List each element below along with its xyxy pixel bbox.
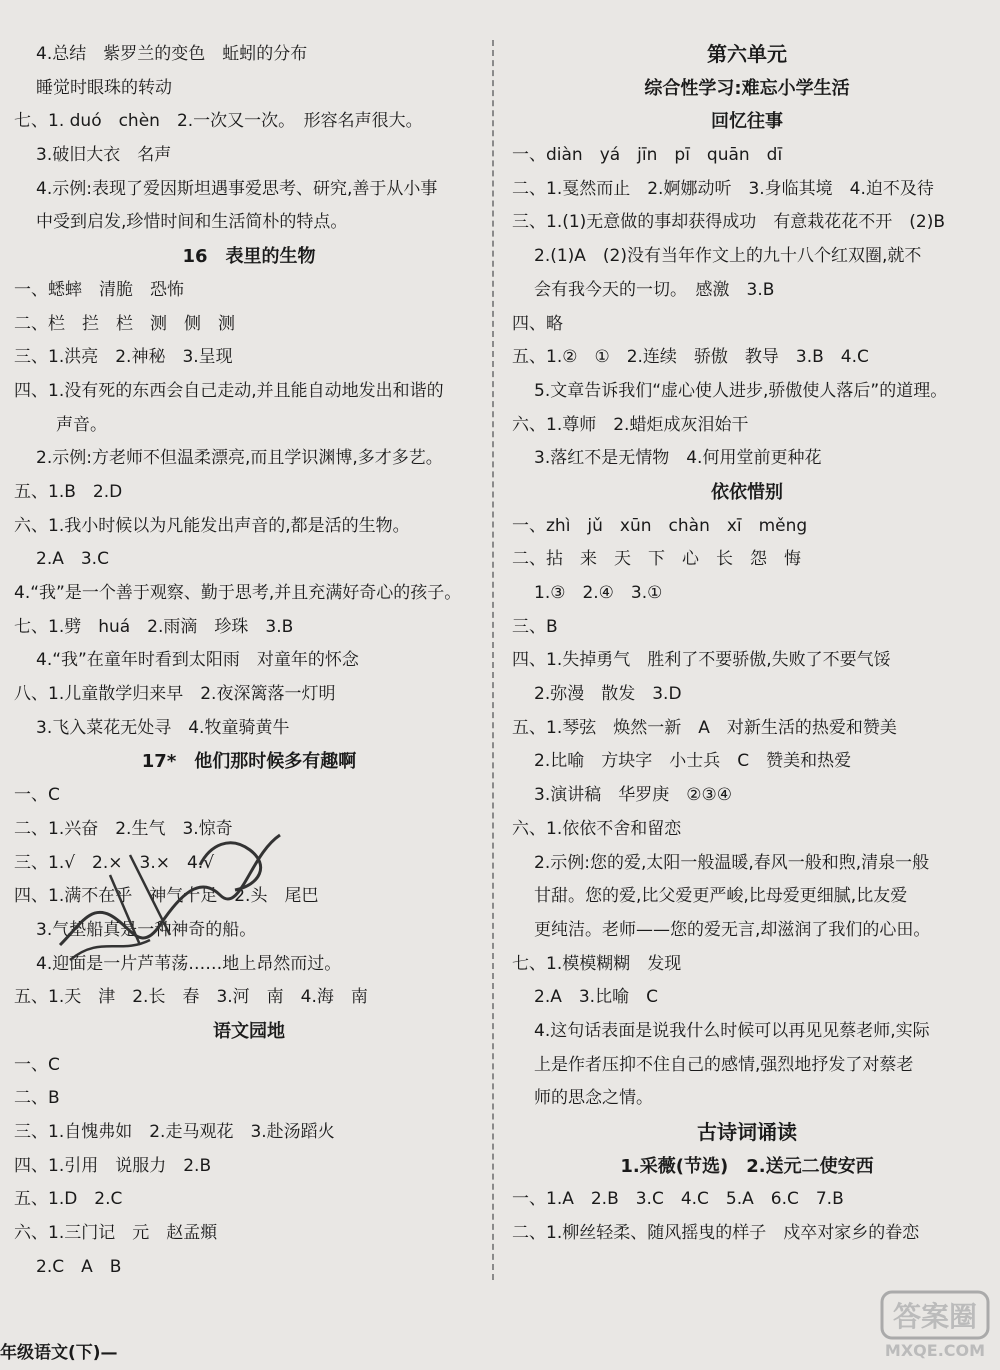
answer-line: 一、C [14, 1054, 60, 1075]
answer-line: 师的思念之情。 [534, 1088, 653, 1109]
answer-line: 四、1.没有死的东西会自己走动,并且能自动地发出和谐的 [14, 380, 444, 401]
answer-line: 2.比喻 方块字 小士兵 C 赞美和热爱 [534, 751, 852, 772]
answer-line: 四、1.引用 说服力 2.B [14, 1155, 212, 1176]
answer-line: 4.示例:表现了爱因斯坦遇事爱思考、研究,善于从小事 [36, 178, 438, 199]
answer-line: 2.A 3.C [36, 549, 109, 570]
answer-line: 4.“我”在童年时看到太阳雨 对童年的怀念 [36, 650, 359, 671]
answer-line: 一、蟋蟀 清脆 恐怖 [14, 279, 184, 300]
answer-line: 八、1.儿童散学归来早 2.夜深篱落一灯明 [14, 684, 336, 705]
answer-line: 六、1.三门记 元 赵孟頫 [14, 1223, 218, 1244]
answer-line: 二、栏 拦 栏 测 侧 测 [14, 313, 235, 334]
answer-line: 五、1.琴弦 焕然一新 A 对新生活的热爱和赞美 [512, 717, 897, 738]
section-heading: 古诗词诵读 [697, 1120, 797, 1144]
section-heading: 1.采薇(节选) 2.送元二使安西 [620, 1155, 874, 1177]
answer-line: 一、1.A 2.B 3.C 4.C 5.A 6.C 7.B [512, 1189, 844, 1210]
section-heading: 依依惜别 [711, 481, 783, 503]
answer-line: 五、1.D 2.C [14, 1189, 123, 1210]
answer-line: 四、1.满不在乎 神气十足 2.头 尾巴 [14, 886, 319, 907]
answer-line: 二、1.戛然而止 2.婀娜动听 3.身临其境 4.迫不及待 [512, 178, 934, 199]
answer-line: 五、1.② ① 2.连续 骄傲 教导 3.B 4.C [512, 347, 869, 368]
answer-line: 2.示例:方老师不但温柔漂亮,而且学识渊博,多才多艺。 [36, 448, 443, 469]
answer-line: 睡觉时眼珠的转动 [36, 77, 172, 98]
answer-line: 2.C A B [36, 1256, 122, 1277]
section-heading: 语文园地 [213, 1020, 285, 1042]
answer-line: 六、1.尊师 2.蜡炬成灰泪始干 [512, 414, 749, 435]
page-footer: 年级语文(下)— [0, 1343, 118, 1363]
watermark-logo [880, 1290, 990, 1362]
answer-line: 六、1.我小时候以为凡能发出声音的,都是活的生物。 [14, 515, 410, 536]
answer-line: 5.文章告诉我们“虚心使人进步,骄傲使人落后”的道理。 [534, 380, 948, 401]
answer-line: 1.③ 2.④ 3.① [534, 583, 663, 603]
answer-line: 一、zhì jǔ xūn chàn xī měng [512, 515, 808, 536]
answer-line: 六、1.依依不舍和留恋 [512, 818, 682, 839]
svg-text:答案圈: 答案圈 [892, 1300, 978, 1333]
answer-line: 2.弥漫 散发 3.D [534, 684, 682, 705]
answer-line: 一、C [14, 785, 60, 806]
answer-line: 2.示例:您的爱,太阳一般温暖,春风一般和煦,清泉一般 [534, 852, 930, 873]
answer-line: 二、1.兴奋 2.生气 3.惊奇 [14, 818, 233, 839]
answer-line: 三、B [512, 616, 558, 637]
svg-text:MXQE.COM: MXQE.COM [884, 1341, 986, 1360]
right-column [512, 38, 982, 1251]
answer-line: 2.(1)A (2)没有当年作文上的九十八个红双圈,就不 [534, 246, 922, 267]
section-heading: 回忆往事 [711, 111, 783, 133]
answer-line: 更纯洁。老师——您的爱无言,却滋润了我们的心田。 [534, 919, 931, 940]
answer-line: 四、略 [512, 313, 563, 334]
answer-line: 3.破旧大衣 名声 [36, 145, 172, 166]
answer-line: 三、1.自愧弗如 2.走马观花 3.赴汤蹈火 [14, 1122, 335, 1142]
answer-line: 4.“我”是一个善于观察、勤于思考,并且充满好奇心的孩子。 [14, 583, 462, 603]
answer-line: 声音。 [56, 414, 107, 435]
answer-line: 3.飞入菜花无处寻 4.牧童骑黄牛 [36, 717, 290, 738]
answer-line: 4.这句话表面是说我什么时候可以再见见蔡老师,实际 [534, 1020, 930, 1041]
answer-line: 二、拈 来 天 下 心 长 怨 悔 [512, 549, 801, 570]
answer-line: 2.A 3.比喻 C [534, 987, 658, 1008]
answer-line: 二、1.柳丝轻柔、随风摇曳的样子 戍卒对家乡的眷恋 [512, 1223, 920, 1244]
section-heading: 17* 他们那时候多有趣啊 [141, 751, 357, 773]
answer-line: 会有我今天的一切。 感激 3.B [534, 279, 775, 300]
answer-line: 中受到启发,珍惜时间和生活简朴的特点。 [36, 212, 348, 233]
answer-line: 3.气垫船真是一种神奇的船。 [36, 919, 257, 940]
handwritten-scribble [50, 815, 290, 965]
answer-line: 4.总结 紫罗兰的变色 蚯蚓的分布 [36, 44, 308, 64]
column-divider [492, 40, 494, 1280]
section-heading: 第六单元 [707, 42, 787, 66]
answer-line: 三、1.√ 2.× 3.× 4.√ [14, 852, 215, 873]
section-heading: 综合性学习:难忘小学生活 [644, 77, 850, 99]
answer-line: 一、diàn yá jīn pī quān dī [512, 145, 783, 166]
answer-line: 甘甜。您的爱,比父爱更严峻,比母爱更细腻,比友爱 [534, 886, 908, 907]
left-column [14, 38, 484, 1284]
answer-line: 3.落红不是无情物 4.何用堂前更种花 [534, 448, 822, 469]
answer-line: 七、1.劈 huá 2.雨滴 珍珠 3.B [14, 616, 294, 637]
answer-line: 七、1.模模糊糊 发现 [512, 953, 682, 974]
answer-line: 五、1.天 津 2.长 春 3.河 南 4.海 南 [14, 987, 368, 1008]
answer-line: 上是作者压抑不住自己的感情,强烈地抒发了对蔡老 [534, 1054, 914, 1075]
answer-line: 3.演讲稿 华罗庚 ②③④ [534, 785, 732, 806]
answer-line: 4.迎面是一片芦苇荡……地上昂然而过。 [36, 953, 342, 974]
answer-line: 三、1.洪亮 2.神秘 3.呈现 [14, 347, 233, 368]
answer-line: 五、1.B 2.D [14, 481, 123, 502]
answer-line: 四、1.失掉勇气 胜利了不要骄傲,失败了不要气馁 [512, 650, 891, 671]
section-heading: 16 表里的生物 [182, 246, 316, 268]
answer-line: 三、1.(1)无意做的事却获得成功 有意栽花花不开 (2)B [512, 212, 946, 233]
answer-line: 七、1. duó chèn 2.一次又一次。 形容名声很大。 [14, 111, 423, 132]
answer-line: 二、B [14, 1088, 60, 1109]
